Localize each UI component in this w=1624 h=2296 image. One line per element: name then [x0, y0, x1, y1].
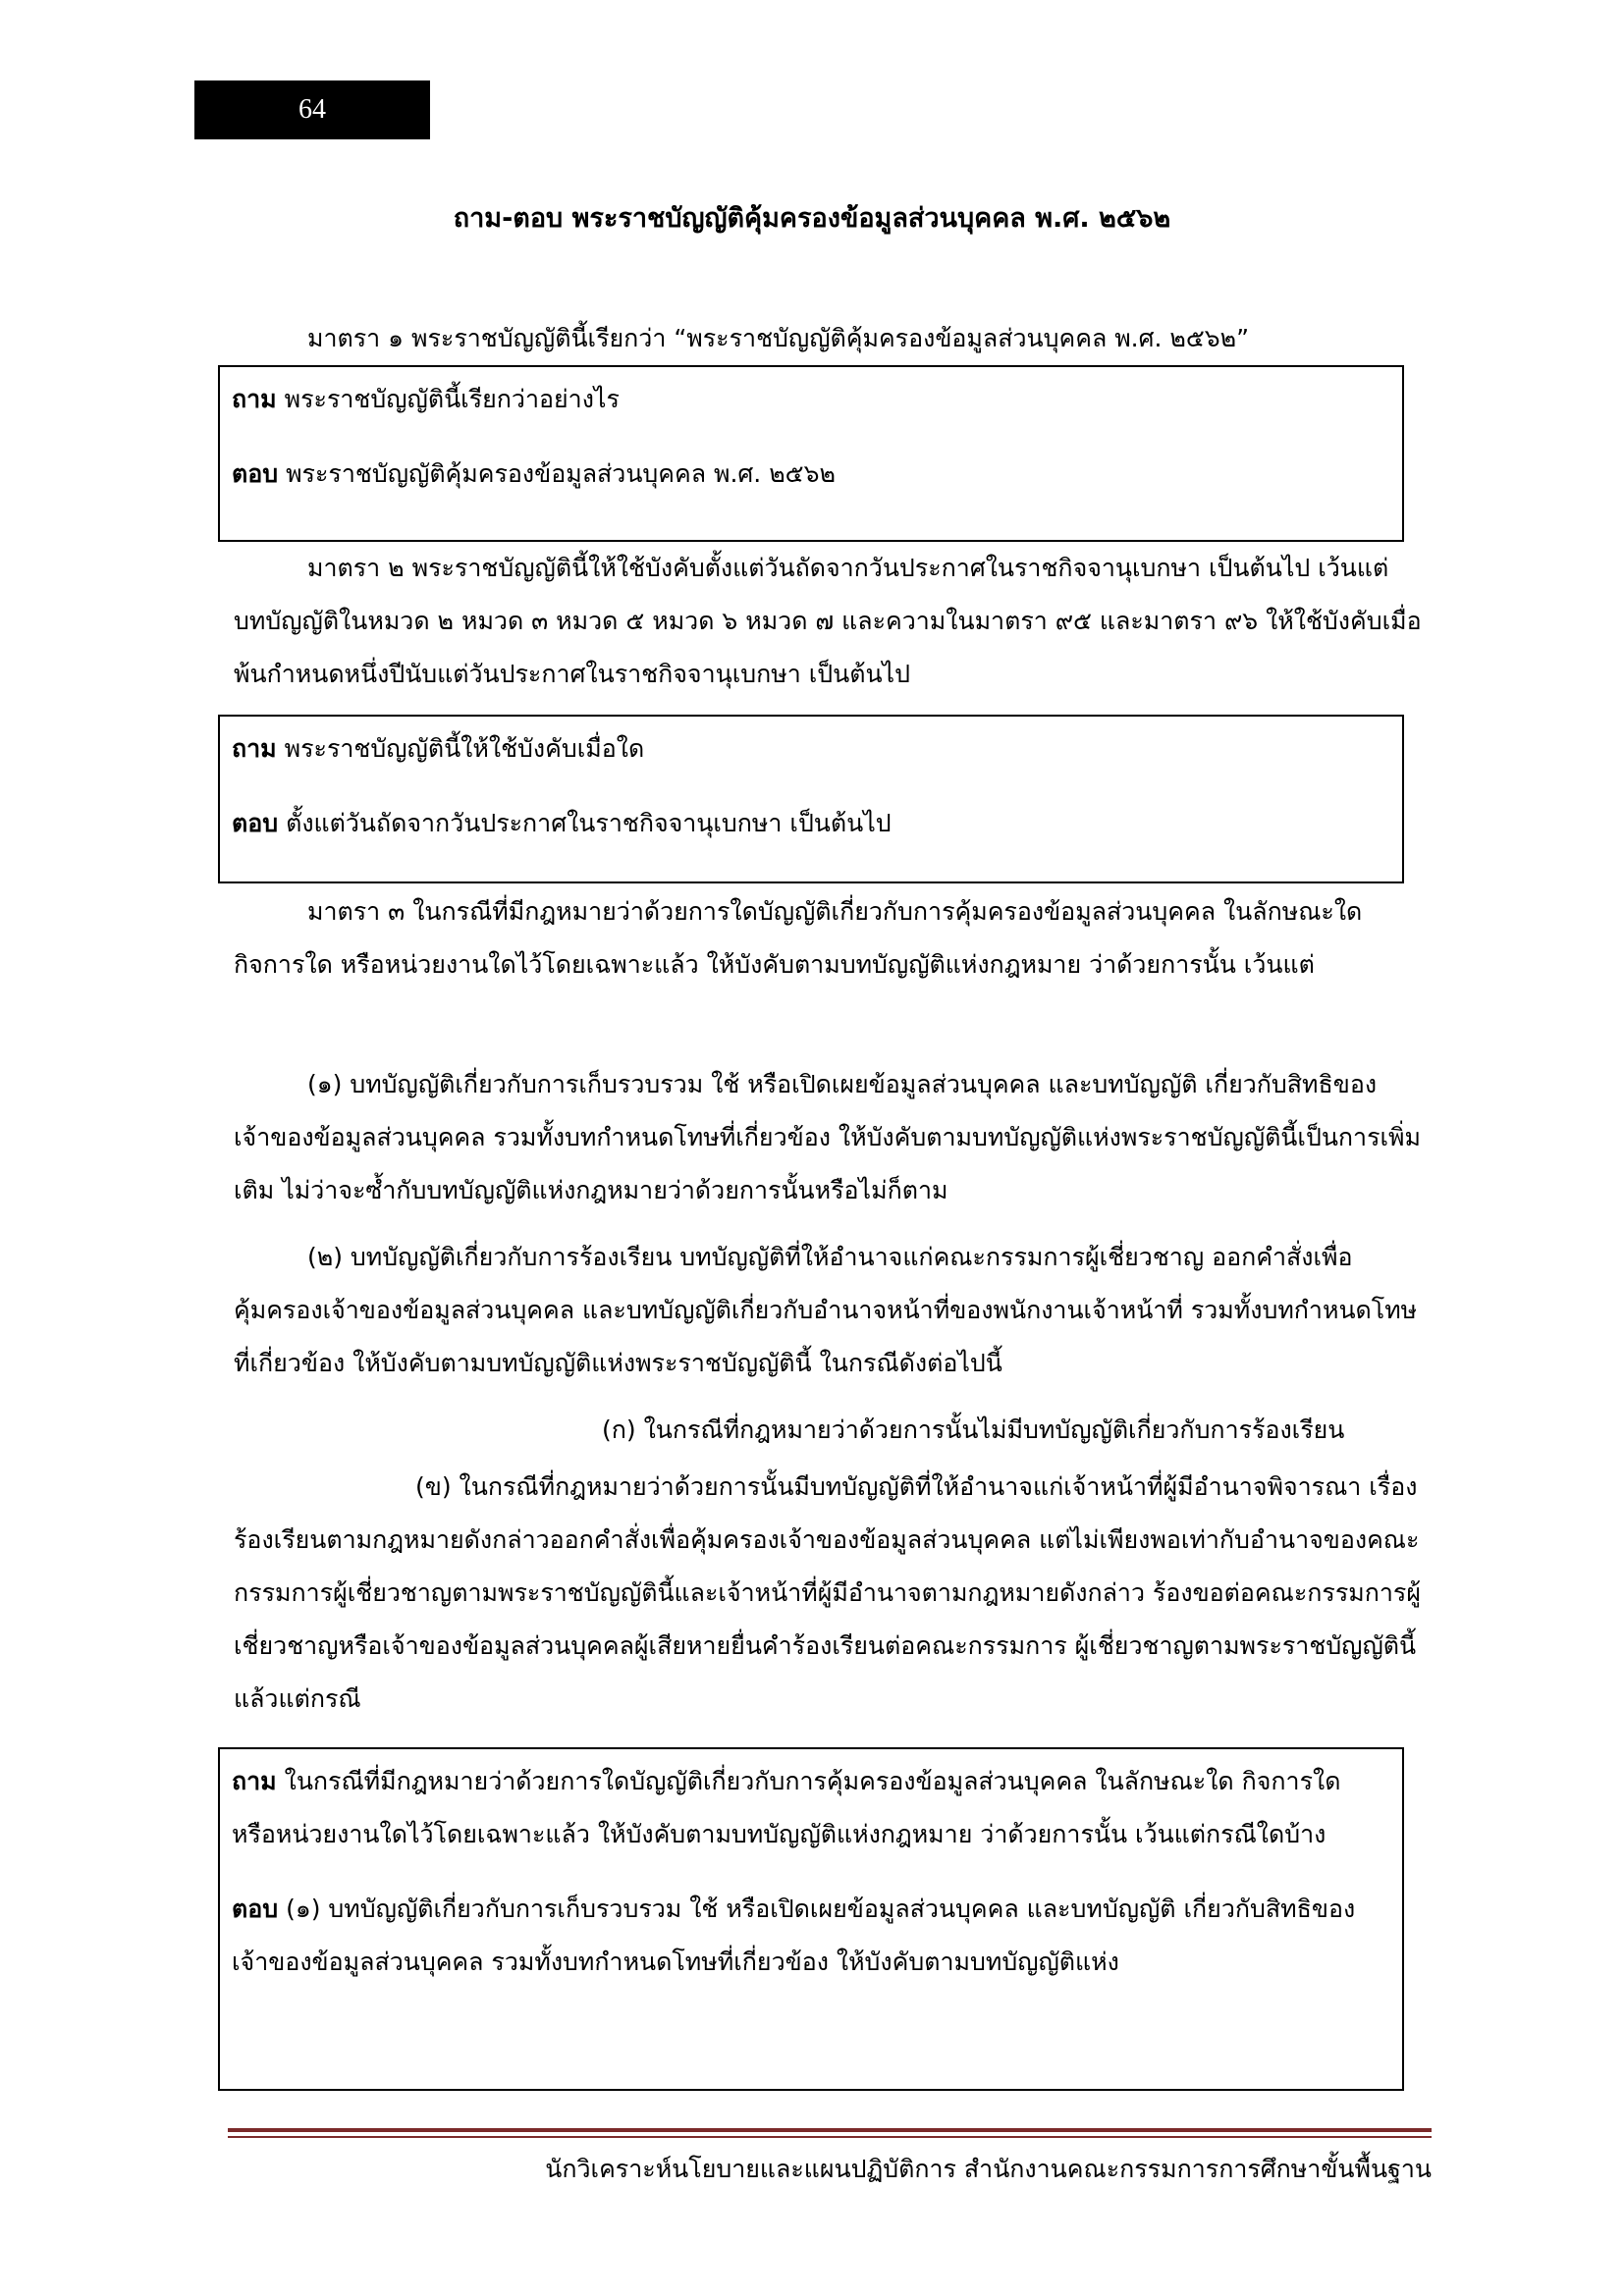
section-1-paragraph [234, 312, 1427, 365]
footer-text: นักวิเคราะห์นโยบายและแผนปฏิบัติการ สำนักงานคณะกรรมการการศึกษาขั้นพื้นฐาน [545, 2155, 1432, 2183]
section-3-item-2 [234, 1231, 1427, 1390]
question-text: พระราชบัญญัตินี้ให้ใช้บังคับเมื่อใด [284, 734, 645, 763]
qa-box-2 [218, 715, 1404, 883]
answer-text: พระราชบัญญัติคุ้มครองข้อมูลส่วนบุคคล พ.ศ. ๒๕๖๒ [286, 459, 836, 488]
qa1-question [232, 373, 1390, 426]
qa2-answer [232, 797, 1390, 850]
qa2-question [232, 722, 1390, 775]
qa1-answer [232, 448, 1390, 501]
section-3-item-1-text: (๑) บทบัญญัติเกี่ยวกับการเก็บรวบรวม ใช้ หรือเปิดเผยข้อมูลส่วนบุคคล และบทบัญญัติ เกี่ยวกับสิทธิของเจ้าของข้อมูลส่วนบุคคล รวมทั้งบทกำหนดโทษที่เกี่ยวข้อง ให้บังคับตามบทบัญญัติแห่งพระราชบัญญัตินี้เป็นการเพิ่มเติม ไม่ว่าจะซ้ำกับบทบัญญัติแห่งกฎหมายว่าด้วยการนั้นหรือไม่ก็ตาม [234, 1070, 1422, 1204]
question-text: พระราชบัญญัตินี้เรียกว่าอย่างไร [284, 385, 620, 413]
answer-text: ตั้งแต่วันถัดจากวันประกาศในราชกิจจานุเบกษา เป็นต้นไป [286, 809, 892, 837]
page-title: ถาม-ตอบ พระราชบัญญัติคุ้มครองข้อมูลส่วนบุคคล พ.ศ. ๒๕๖๒ [453, 203, 1171, 234]
qa-box-3 [218, 1747, 1404, 2091]
answer-text: (๑) บทบัญญัติเกี่ยวกับการเก็บรวบรวม ใช้ หรือเปิดเผยข้อมูลส่วนบุคคล และบทบัญญัติ เกี่ยวกับสิทธิของเจ้าของข้อมูลส่วนบุคคล รวมทั้งบทกำหนดโทษที่เกี่ยวข้อง ให้บังคับตามบทบัญญัติแห่ง [232, 1895, 1356, 1976]
section-3-item-2b [234, 1461, 1427, 1726]
section-3-text: มาตรา ๓ ในกรณีที่มีกฎหมายว่าด้วยการใดบัญญัติเกี่ยวกับการคุ้มครองข้อมูลส่วนบุคคล ในลักษณะใด กิจการใด หรือหน่วยงานใดไว้โดยเฉพาะแล้ว ให้บังคับตามบทบัญญัติแห่งกฎหมาย ว่าด้วยการนั้น เว้นแต่ [234, 897, 1363, 979]
answer-label: ตอบ [232, 1895, 279, 1923]
section-3-paragraph [234, 885, 1427, 991]
question-label: ถาม [232, 734, 277, 763]
qa-box-1 [218, 365, 1404, 542]
section-3-item-2-text: (๒) บทบัญญัติเกี่ยวกับการร้องเรียน บทบัญญัติที่ให้อำนาจแก่คณะกรรมการผู้เชี่ยวชาญ ออกคำสั่งเพื่อคุ้มครองเจ้าของข้อมูลส่วนบุคคล และบทบัญญัติเกี่ยวกับอำนาจหน้าที่ของพนักงานเจ้าหน้าที่ รวมทั้งบทกำหนดโทษที่เกี่ยวข้อง ให้บังคับตามบทบัญญัติแห่งพระราชบัญญัตินี้ ในกรณีดังต่อไปนี้ [234, 1243, 1418, 1377]
footer-divider-thin [228, 2136, 1432, 2138]
qa3-answer [232, 1883, 1390, 1989]
section-1-text: มาตรา ๑ พระราชบัญญัตินี้เรียกว่า “พระราชบัญญัติคุ้มครองข้อมูลส่วนบุคคล พ.ศ. ๒๕๖๒” [307, 324, 1250, 352]
page-number [194, 80, 430, 139]
section-3-item-2b-text: (ข) ในกรณีที่กฎหมายว่าด้วยการนั้นมีบทบัญญัติที่ให้อำนาจแก่เจ้าหน้าที่ผู้มีอำนาจพิจารณา เรื่องร้องเรียนตามกฎหมายดังกล่าวออกคำสั่งเพื่อคุ้มครองเจ้าของข้อมูลส่วนบุคคล แต่ไม่เพียงพอเท่ากับอำนาจของคณะกรรมการผู้เชี่ยวชาญตามพระราชบัญญัตินี้และเจ้าหน้าที่ผู้มีอำนาจตามกฎหมายดังกล่าว ร้องขอต่อคณะกรรมการผู้เชี่ยวชาญหรือเจ้าของข้อมูลส่วนบุคคลผู้เสียหายยื่นคำร้องเรียนต่อคณะกรรมการ ผู้เชี่ยวชาญตามพระราชบัญญัตินี้ แล้วแต่กรณี [234, 1472, 1421, 1713]
section-3-item-2a [234, 1404, 1427, 1457]
question-label: ถาม [232, 1767, 277, 1795]
footer-divider [228, 2128, 1432, 2132]
question-label: ถาม [232, 385, 277, 413]
answer-label: ตอบ [232, 809, 279, 837]
section-2-text: มาตรา ๒ พระราชบัญญัตินี้ให้ใช้บังคับตั้งแต่วันถัดจากวันประกาศในราชกิจจานุเบกษา เป็นต้นไป เว้นแต่บทบัญญัติในหมวด ๒ หมวด ๓ หมวด ๕ หมวด ๖ หมวด ๗ และความในมาตรา ๙๕ และมาตรา ๙๖ ให้ใช้บังคับเมื่อพ้นกำหนดหนึ่งปีนับแต่วันประกาศในราชกิจจานุเบกษา เป็นต้นไป [234, 554, 1422, 688]
page-number-text: 64 [298, 94, 326, 125]
answer-label: ตอบ [232, 459, 279, 488]
section-3-item-2a-text: (ก) ในกรณีที่กฎหมายว่าด้วยการนั้นไม่มีบทบัญญัติเกี่ยวกับการร้องเรียน [602, 1415, 1345, 1444]
question-text: ในกรณีที่มีกฎหมายว่าด้วยการใดบัญญัติเกี่ยวกับการคุ้มครองข้อมูลส่วนบุคคล ในลักษณะใด กิจการใด หรือหน่วยงานใดไว้โดยเฉพาะแล้ว ให้บังคับตามบทบัญญัติแห่งกฎหมาย ว่าด้วยการนั้น เว้นแต่กรณีใดบ้าง [232, 1767, 1341, 1848]
section-2-paragraph [234, 542, 1427, 701]
qa3-question [232, 1755, 1390, 1861]
section-3-item-1 [234, 1058, 1427, 1217]
